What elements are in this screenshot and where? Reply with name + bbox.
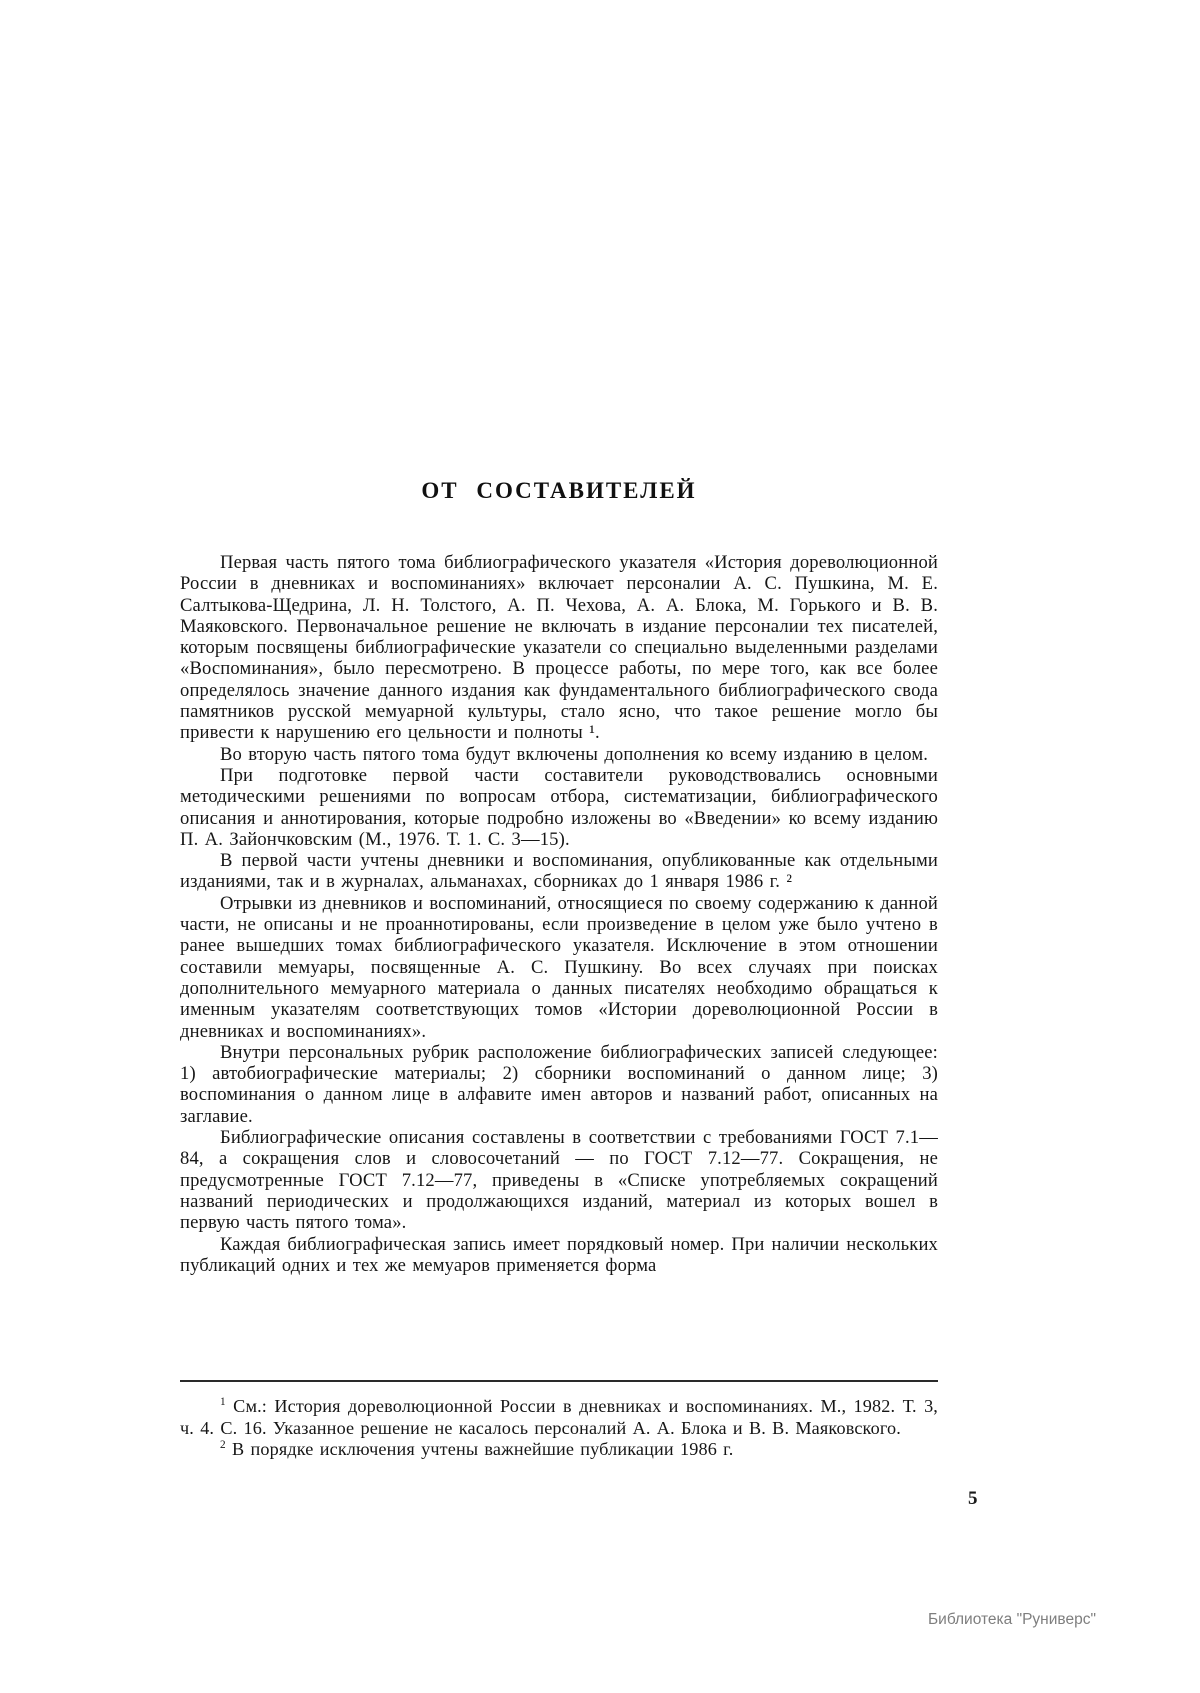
page-title: ОТ СОСТАВИТЕЛЕЙ xyxy=(421,478,697,503)
body-paragraph: Библиографические описания составлены в соответствии с требованиями ГОСТ 7.1—84, а сокращения слов и словосочетаний — по ГОСТ 7.12—77. Сокращения, не предусмотренные ГОСТ 7.12—77, приведены в «Списке употребляемых сокращений названий периодических и продолжающихся изданий, материал из которых вошел в первую часть пятого тома». xyxy=(180,1127,938,1234)
body-paragraph: В первой части учтены дневники и воспоминания, опубликованные как отдельными изданиями, так и в журналах, альманахах, сборниках до 1 января 1986 г. ² xyxy=(180,850,938,893)
footnote xyxy=(180,1396,938,1439)
page-number: 5 xyxy=(968,1488,978,1509)
body-paragraph: Во вторую часть пятого тома будут включены дополнения ко всему изданию в целом. xyxy=(220,743,929,765)
body-paragraph: Отрывки из дневников и воспоминаний, относящиеся по своему содержанию к данной части, не описаны и не проаннотированы, если произведение в целом уже было учтено в ранее вышедших томах библиографического указателя. Исключение в этом отношении составили мемуары, посвященные А. С. Пушкину. Во всех случаях при поисках дополнительного мемуарного материала о данных писателях необходимо обращаться к именным указателям соответствующих томов «Истории дореволюционной России в дневниках и воспоминаниях». xyxy=(180,892,938,1042)
footnote-text: См.: История дореволюционной России в дневниках и воспоминаниях. М., 1982. Т. 3, ч. 4. С. 16. Указанное решение не касалось персоналий А. А. Блока и В. В. Маяковского. xyxy=(180,1396,939,1438)
body-text xyxy=(180,552,938,1276)
footnote xyxy=(180,1439,938,1461)
footnotes-section xyxy=(180,1380,938,1461)
watermark: Библиотека "Руниверс" xyxy=(928,1611,1096,1628)
footnote-marker: 1 xyxy=(220,1395,226,1408)
footnote-marker: 2 xyxy=(220,1439,226,1452)
footnote-text: В порядке исключения учтены важнейшие публикации 1986 г. xyxy=(232,1439,734,1460)
body-paragraph: Первая часть пятого тома библиографического указателя «История дореволюционной России в дневниках и воспоминаниях» включает персоналии А. С. Пушкина, М. Е. Салтыкова-Щедрина, Л. Н. Толстого, А. П. Чехова, А. А. Блока, М. Горького и В. В. Маяковского. Первоначальное решение не включать в издание персоналии тех писателей, которым посвящены библиографические указатели со специально выделенными разделами «Воспоминания», было пересмотрено. В процессе работы, по мере того, как все более определялось значение данного издания как фундаментального библиографического свода памятников русской мемуарной культуры, стало ясно, что такое решение могло бы привести к нарушению его цельности и полноты ¹. xyxy=(180,552,938,744)
body-paragraph: Внутри персональных рубрик расположение библиографических записей следующее: 1) автобиографические материалы; 2) сборники воспоминаний о данном лице; 3) воспоминания о данном лице в алфавите имен авторов и названий работ, описанных на заглавие. xyxy=(180,1041,938,1127)
body-paragraph: При подготовке первой части составители руководствовались основными методическими решениями по вопросам отбора, систематизации, библиографического описания и аннотирования, которые подробно изложены во «Введении» ко всему изданию П. А. Зайончковским (М., 1976. Т. 1. С. 3—15). xyxy=(180,764,938,850)
footnote-divider xyxy=(180,1380,938,1382)
body-paragraph: Каждая библиографическая запись имеет порядковый номер. При наличии нескольких публикаций одних и тех же мемуаров применяется форма xyxy=(180,1233,938,1276)
